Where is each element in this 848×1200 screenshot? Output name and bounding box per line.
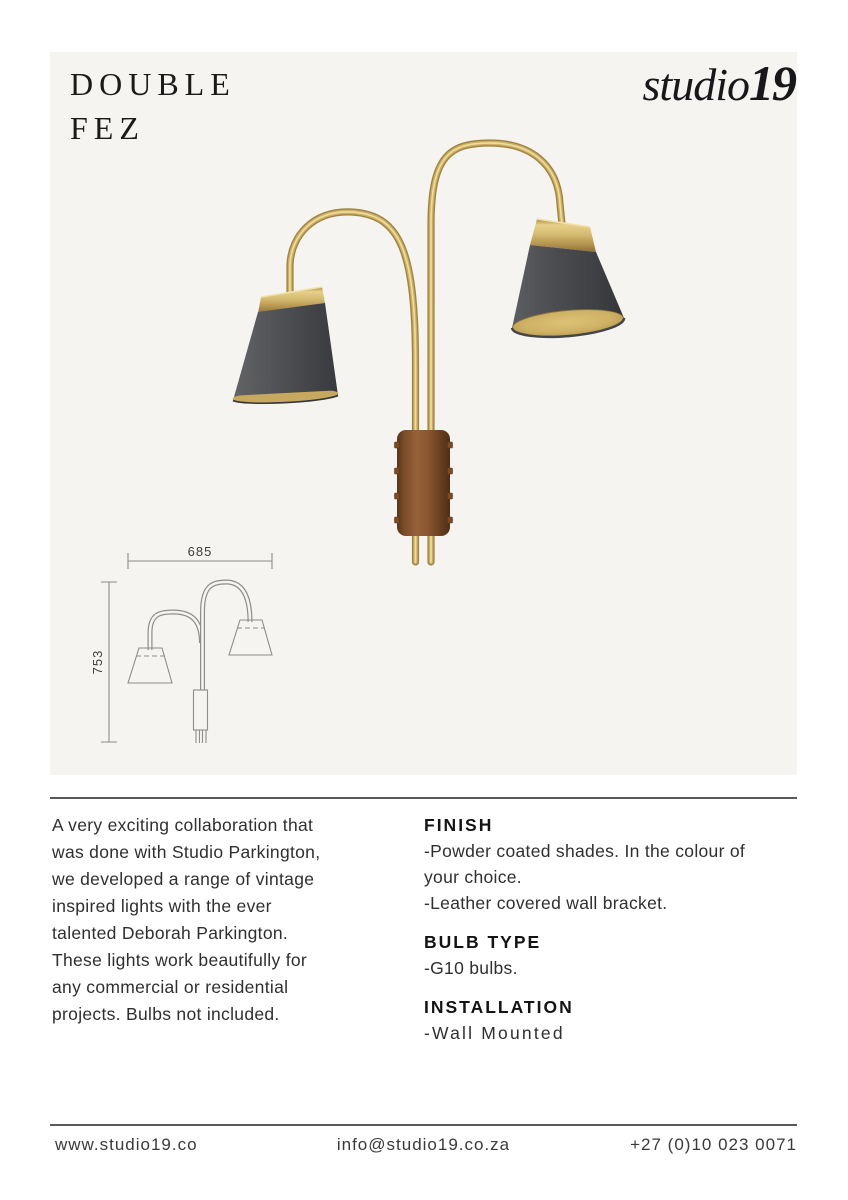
product-description (52, 812, 424, 1059)
spec-group-bulb-type (424, 929, 797, 981)
spec-group-installation (424, 994, 797, 1046)
dimension-drawing (90, 544, 272, 743)
spec-heading-bulb-type: BULB TYPE (424, 932, 542, 952)
spec-heading-finish: FINISH (424, 815, 494, 835)
description-line: talented Deborah Parkington. (52, 923, 289, 943)
product-specs (424, 812, 797, 1059)
spec-line: -Wall Mounted (424, 1023, 565, 1043)
description-line: projects. Bulbs not included. (52, 1004, 280, 1024)
description-line: inspired lights with the ever (52, 896, 272, 916)
product-illustrations (50, 52, 797, 775)
product-title-line1: DOUBLE (70, 66, 236, 102)
brand-logo-studio: studio (642, 59, 749, 110)
product-photo (232, 143, 624, 562)
spec-heading-installation: INSTALLATION (424, 997, 574, 1017)
right-shade (512, 219, 625, 340)
description-line: we developed a range of vintage (52, 869, 315, 889)
info-section (52, 812, 797, 1059)
top-divider (50, 797, 797, 799)
description-line: A very exciting collaboration that (52, 815, 314, 835)
spec-group-finish (424, 812, 797, 916)
footer-website: www.studio19.co (55, 1135, 198, 1154)
description-line: was done with Studio Parkington, (52, 842, 321, 862)
height-dimension-label: 753 (90, 649, 105, 675)
description-line: any commercial or residential (52, 977, 289, 997)
footer-email: info@studio19.co.za (336, 1135, 511, 1154)
description-line: These lights work beautifully for (52, 950, 308, 970)
spec-line: your choice. (424, 867, 522, 887)
spec-line: -G10 bulbs. (424, 958, 518, 978)
width-dimension-label: 685 (187, 544, 213, 559)
spec-line: -Leather covered wall bracket. (424, 893, 668, 913)
footer-divider (50, 1124, 797, 1126)
footer-phone: +27 (0)10 023 0071 (630, 1135, 797, 1154)
footer (50, 1132, 797, 1158)
spec-line: -Powder coated shades. In the colour of (424, 841, 746, 861)
leather-bracket (395, 430, 453, 536)
product-title-line2: FEZ (70, 110, 145, 146)
left-shade (232, 287, 338, 405)
brand-logo-number: 19 (749, 55, 795, 111)
product-hero-panel (50, 52, 797, 775)
